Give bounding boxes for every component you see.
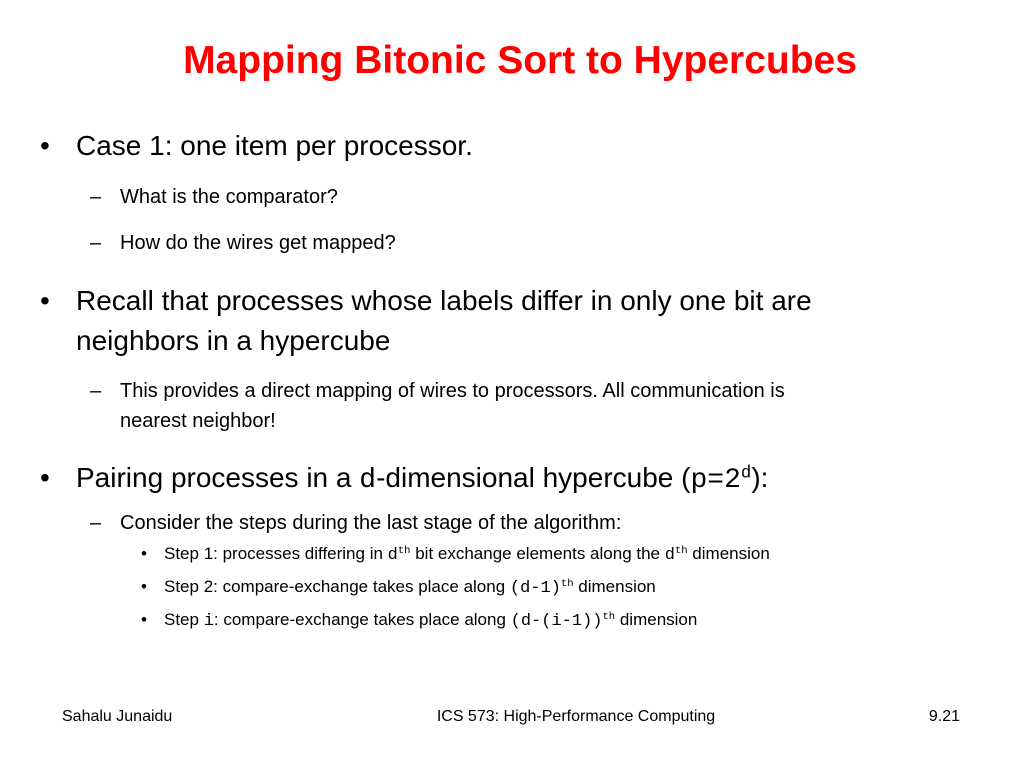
step-2-text: Step 2: compare-exchange takes place along — [164, 577, 510, 596]
dash-marker: – — [90, 512, 102, 534]
sub-bullet-marker: • — [141, 544, 147, 563]
slide-title: Mapping Bitonic Sort to Hypercubes — [183, 39, 857, 82]
bullet-recall-line-1: Recall that processes whose labels differ in only one bit are — [76, 285, 812, 316]
step-i-text-end: dimension — [615, 610, 698, 629]
superscript-th: th — [397, 545, 411, 558]
var-d: d — [387, 546, 398, 565]
step-1-text-mid: bit exchange elements along the — [410, 544, 665, 563]
var-d: d — [359, 465, 377, 496]
footer-course: ICS 573: High-Performance Computing — [436, 708, 716, 725]
bullet-marker: • — [40, 130, 50, 161]
footer-author: Sahalu Junaidu — [62, 708, 173, 725]
dash-marker: – — [90, 380, 102, 402]
bullet-marker: • — [40, 462, 50, 493]
sub-bullet-mapping-line-2: nearest neighbor! — [120, 410, 276, 432]
superscript-th: th — [602, 611, 616, 624]
expr-p: p=2 — [690, 465, 741, 496]
sub-bullet-marker: • — [141, 610, 147, 629]
step-2-text-end: dimension — [573, 577, 656, 596]
superscript-th: th — [674, 545, 688, 558]
footer-page-number: 9.21 — [928, 708, 960, 725]
pairing-text-mid: -dimensional hypercube ( — [376, 462, 691, 493]
sub-bullet-mapping-line-1: This provides a direct mapping of wires to processors. All communication is — [120, 380, 785, 402]
var-i: i — [203, 612, 214, 631]
step-i — [164, 607, 697, 635]
bullet-marker: • — [40, 285, 50, 316]
step-1 — [164, 541, 770, 569]
bullet-pairing — [76, 458, 768, 501]
bullet-case-1: Case 1: one item per processor. — [76, 130, 473, 161]
bullet-recall-line-2: neighbors in a hypercube — [76, 325, 391, 356]
step-1-text-end: dimension — [687, 544, 770, 563]
sub-bullet-wires: How do the wires get mapped? — [120, 232, 396, 254]
superscript-th: th — [560, 578, 574, 591]
step-i-text-mid: : compare-exchange takes place along — [213, 610, 511, 629]
expr-d-minus-i-minus-1: (d-(i-1)) — [510, 612, 603, 631]
step-i-text: Step — [164, 610, 204, 629]
expr-p-exponent: d — [740, 464, 752, 484]
var-d: d — [664, 546, 675, 565]
sub-bullet-last-stage: Consider the steps during the last stage of the algorithm: — [120, 512, 622, 534]
sub-bullet-marker: • — [141, 577, 147, 596]
pairing-text-start: Pairing processes in a — [76, 462, 360, 493]
pairing-text-end: ): — [751, 462, 769, 493]
sub-bullet-comparator: What is the comparator? — [120, 186, 338, 208]
step-2 — [164, 574, 656, 602]
expr-d-minus-1: (d-1) — [509, 579, 561, 598]
step-1-text: Step 1: processes differing in — [164, 544, 388, 563]
dash-marker: – — [90, 232, 102, 254]
dash-marker: – — [90, 186, 102, 208]
